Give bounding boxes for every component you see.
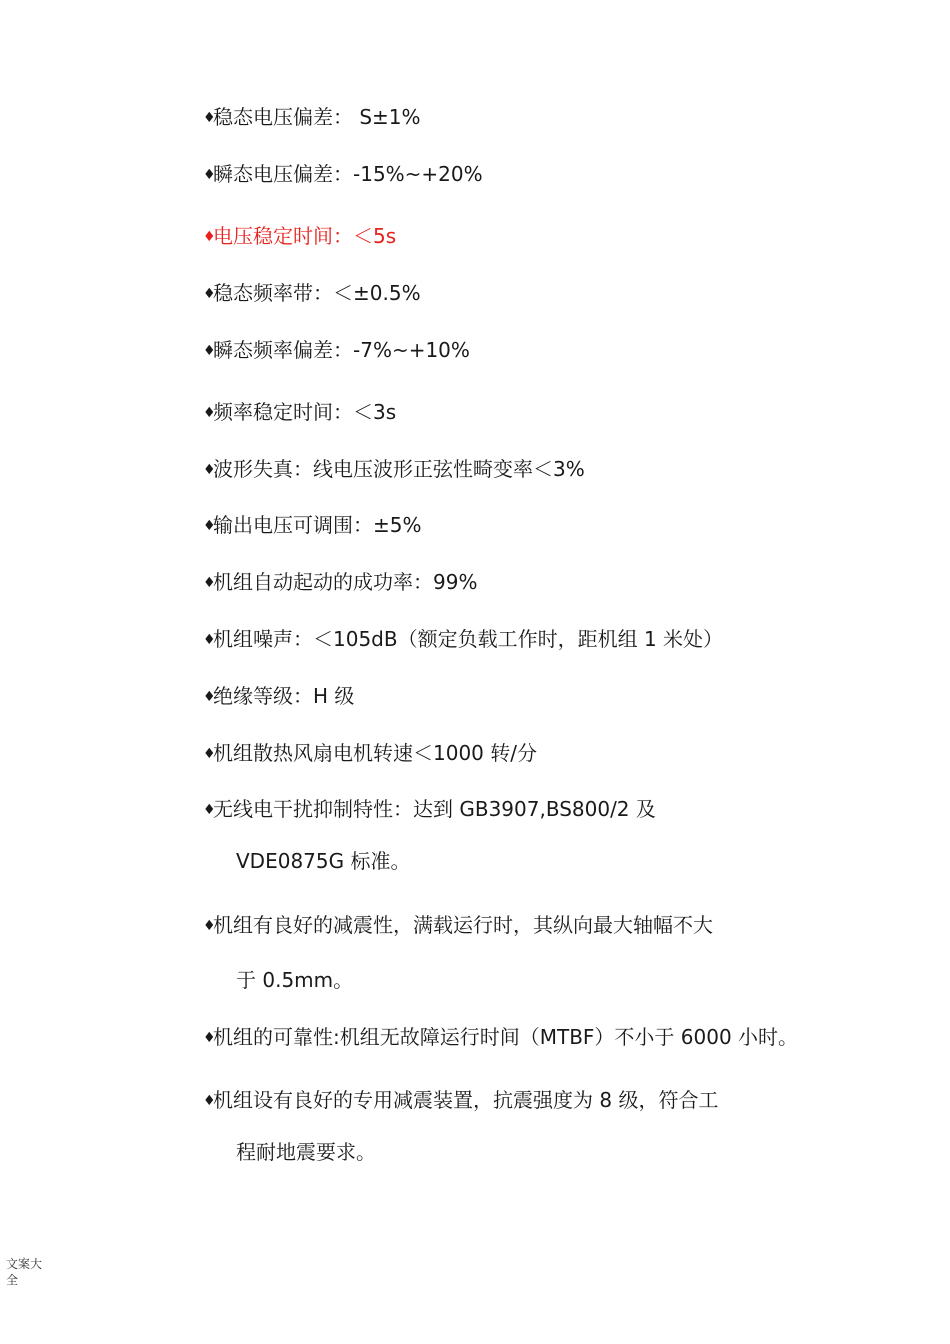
diamond-bullet-icon: ♦ (203, 802, 216, 818)
diamond-bullet-icon: ♦ (203, 918, 216, 934)
spec-vibration-damping-continued: 于 0.5mm。 (236, 968, 354, 992)
spec-text: 机组的可靠性:机组无故障运行时间（MTBF）不小于 6000 小时。 (213, 1025, 799, 1049)
diamond-bullet-icon: ♦ (203, 746, 216, 762)
spec-waveform-distortion (203, 456, 585, 483)
spec-voltage-settle-time (203, 223, 396, 250)
spec-text: 波形失真：线电压波形正弦性畸变率＜3% (213, 457, 585, 481)
spec-vibration-damping (203, 912, 713, 939)
spec-frequency-settle-time (203, 399, 396, 426)
diamond-bullet-icon: ♦ (203, 229, 216, 245)
diamond-bullet-icon: ♦ (203, 110, 216, 126)
diamond-bullet-icon: ♦ (203, 1093, 216, 1109)
spec-text: 瞬态电压偏差：-15%~+20% (213, 162, 483, 186)
spec-text: 瞬态频率偏差：-7%~+10% (213, 338, 470, 362)
diamond-bullet-icon: ♦ (203, 286, 216, 302)
spec-transient-voltage-deviation (203, 161, 483, 188)
spec-text: 机组散热风扇电机转速＜1000 转/分 (213, 741, 537, 765)
spec-steady-voltage-deviation (203, 104, 421, 131)
spec-text: 频率稳定时间：＜3s (213, 400, 397, 424)
spec-text: 机组自动起动的成功率：99% (213, 570, 478, 594)
diamond-bullet-icon: ♦ (203, 689, 216, 705)
spec-steady-frequency-band (203, 280, 421, 307)
spec-reliability-mtbf (203, 1024, 798, 1051)
spec-auto-start-success-rate (203, 569, 477, 596)
diamond-bullet-icon: ♦ (203, 167, 216, 183)
diamond-bullet-icon: ♦ (203, 1030, 216, 1046)
diamond-bullet-icon: ♦ (203, 518, 216, 534)
spec-radio-interference (203, 796, 656, 823)
spec-text: 输出电压可调围：±5% (213, 513, 422, 537)
diamond-bullet-icon: ♦ (203, 462, 216, 478)
spec-text: 绝缘等级：H 级 (213, 684, 355, 708)
diamond-bullet-icon: ♦ (203, 343, 216, 359)
diamond-bullet-icon: ♦ (203, 405, 216, 421)
spec-text: 机组噪声：＜105dB（额定负载工作时，距机组 1 米处） (213, 627, 724, 651)
spec-radio-interference-continued: VDE0875G 标准。 (236, 849, 411, 873)
spec-unit-noise (203, 626, 723, 653)
spec-text: 稳态电压偏差： S±1% (213, 105, 421, 129)
spec-text: 机组设有良好的专用减震装置，抗震强度为 8 级，符合工 (213, 1088, 719, 1112)
spec-text: 无线电干扰抑制特性：达到 GB3907,BS800/2 及 (213, 797, 656, 821)
spec-insulation-class (203, 683, 354, 710)
spec-seismic-damping-continued: 程耐地震要求。 (236, 1140, 376, 1164)
spec-fan-motor-speed (203, 740, 537, 767)
spec-text: 电压稳定时间：＜5s (213, 224, 397, 248)
spec-output-voltage-range (203, 512, 422, 539)
spec-seismic-damping (203, 1087, 718, 1114)
spec-text: 稳态频率带：＜±0.5% (213, 281, 421, 305)
diamond-bullet-icon: ♦ (203, 575, 216, 591)
spec-text: 机组有良好的减震性，满载运行时，其纵向最大轴幅不大 (213, 913, 713, 937)
spec-transient-frequency-deviation (203, 337, 470, 364)
diamond-bullet-icon: ♦ (203, 632, 216, 648)
footer-note: 文案大全 (6, 1257, 43, 1287)
